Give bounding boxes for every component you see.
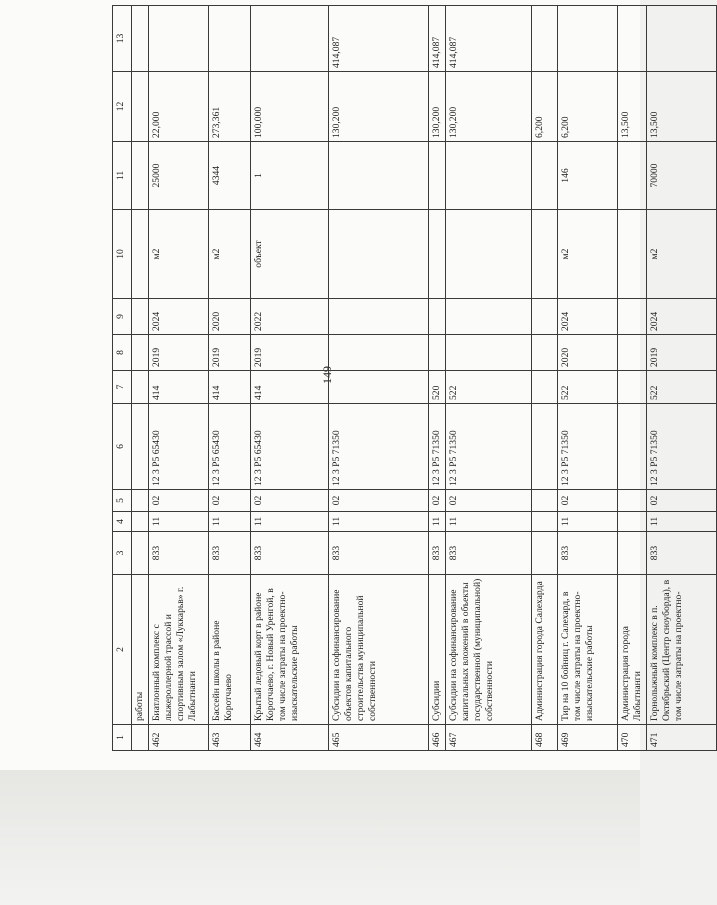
table-cell-c10 (446, 210, 532, 299)
table-cell-c11 (532, 142, 558, 210)
table-cell-c8: 2020 (558, 335, 618, 371)
table-cell-c10 (618, 210, 647, 299)
table-cell-c1: 470 (618, 725, 647, 751)
table-cell-c11: 70000 (647, 142, 717, 210)
table-cell-c4: 11 (209, 512, 251, 532)
table-cell-c9 (532, 299, 558, 335)
table-cell-c4: 11 (251, 512, 329, 532)
table-cell-c10: объект (251, 210, 329, 299)
table-cell-c6: 12 3 P5 65430 (149, 404, 209, 490)
table-cell-c13 (618, 6, 647, 72)
table-cell-c1: 463 (209, 725, 251, 751)
table-cell-c2: работы (132, 575, 149, 725)
table-cell-c3: 833 (446, 532, 532, 575)
table-cell-c5: 02 (446, 490, 532, 512)
table-cell-c8 (532, 335, 558, 371)
header-cell: 5 (113, 490, 132, 512)
header-row (113, 6, 132, 751)
table-cell-c13 (558, 6, 618, 72)
table-cell-c4: 11 (558, 512, 618, 532)
table-cell-c3: 833 (209, 532, 251, 575)
table-row (251, 6, 329, 751)
table-cell-c12: 130,200 (329, 72, 429, 142)
table-cell-c8: 2019 (149, 335, 209, 371)
header-cell: 12 (113, 72, 132, 142)
table-cell-c6: 12 3 P5 71350 (647, 404, 717, 490)
table-cell-c5: 02 (149, 490, 209, 512)
table-cell-c6: 12 3 P5 65430 (251, 404, 329, 490)
table-cell-c6 (132, 404, 149, 490)
table-cell-c12: 13,500 (647, 72, 717, 142)
table-cell-c9: 2022 (251, 299, 329, 335)
table-cell-c7 (618, 371, 647, 404)
table-cell-c12: 130,200 (446, 72, 532, 142)
table-cell-c11 (132, 142, 149, 210)
table-cell-c9: 2024 (647, 299, 717, 335)
table-cell-c7: 522 (446, 371, 532, 404)
table-cell-c3: 833 (329, 532, 429, 575)
table-cell-c12: 273,361 (209, 72, 251, 142)
table-cell-c3: 833 (429, 532, 446, 575)
table-cell-c12: 100,000 (251, 72, 329, 142)
table-cell-c12: 6,200 (532, 72, 558, 142)
table-cell-c3 (532, 532, 558, 575)
table-cell-c5: 02 (558, 490, 618, 512)
header-cell: 11 (113, 142, 132, 210)
table-row (149, 6, 209, 751)
table-cell-c6 (532, 404, 558, 490)
table-cell-c9 (132, 299, 149, 335)
header-cell: 3 (113, 532, 132, 575)
table-cell-c10 (532, 210, 558, 299)
table-cell-c1: 468 (532, 725, 558, 751)
table-cell-c13 (532, 6, 558, 72)
table-cell-c8 (446, 335, 532, 371)
table-cell-c7 (532, 371, 558, 404)
table-cell-c1: 466 (429, 725, 446, 751)
table-cell-c1: 464 (251, 725, 329, 751)
table-cell-c4: 11 (647, 512, 717, 532)
table-row (558, 6, 618, 751)
table-cell-c2: Субсидии на софинансирование объектов капитального строительства муниципальной собственности (329, 575, 429, 725)
header-cell: 10 (113, 210, 132, 299)
table-cell-c8: 2019 (251, 335, 329, 371)
header-cell: 8 (113, 335, 132, 371)
table-cell-c12: 13,500 (618, 72, 647, 142)
table-cell-c9 (329, 299, 429, 335)
scan-background (0, 770, 640, 905)
table-cell-c11 (618, 142, 647, 210)
table-cell-c5: 02 (429, 490, 446, 512)
table-cell-c2: Субсидии на софинансирование капитальных вложений в объекты государственной (муниципальной) собственности (446, 575, 532, 725)
table-cell-c6 (618, 404, 647, 490)
table-cell-c5: 02 (209, 490, 251, 512)
table-cell-c11: 4344 (209, 142, 251, 210)
table-cell-c10: м2 (149, 210, 209, 299)
table-cell-c7: 414 (209, 371, 251, 404)
table-cell-c2: Крытый ледовый корт в районе Коротчаево, г. Новый Уренгой, в том числе затраты на проектно-изыскательские работы (251, 575, 329, 725)
header-cell: 7 (113, 371, 132, 404)
table-cell-c9 (446, 299, 532, 335)
table-cell-c8 (329, 335, 429, 371)
table-row (532, 6, 558, 751)
table-cell-c11: 146 (558, 142, 618, 210)
table-cell-c10 (329, 210, 429, 299)
table-cell-c3: 833 (647, 532, 717, 575)
table-cell-c5: 02 (647, 490, 717, 512)
table-cell-c10: м2 (209, 210, 251, 299)
table-cell-c10 (132, 210, 149, 299)
table-cell-c7 (132, 371, 149, 404)
table-cell-c2: Субсидии (429, 575, 446, 725)
table-cell-c13 (149, 6, 209, 72)
table-cell-c7: 522 (647, 371, 717, 404)
table-cell-c6: 12 3 P5 71350 (429, 404, 446, 490)
header-cell: 9 (113, 299, 132, 335)
table-cell-c4: 11 (446, 512, 532, 532)
table-cell-c11 (329, 142, 429, 210)
table-cell-c4: 11 (429, 512, 446, 532)
table-cell-c11 (429, 142, 446, 210)
table-row (329, 6, 429, 751)
table-cell-c6: 12 3 P5 71350 (446, 404, 532, 490)
table-cell-c1: 467 (446, 725, 532, 751)
budget-table (112, 5, 717, 751)
header-cell: 2 (113, 575, 132, 725)
table-cell-c10 (429, 210, 446, 299)
table-cell-c1: 471 (647, 725, 717, 751)
table-cell-c7: 520 (429, 371, 446, 404)
table-cell-c6: 12 3 P5 65430 (209, 404, 251, 490)
table-cell-c8 (618, 335, 647, 371)
table-cell-c4 (532, 512, 558, 532)
table-cell-c9 (429, 299, 446, 335)
table-cell-c5: 02 (251, 490, 329, 512)
table-cell-c5 (132, 490, 149, 512)
table-cell-c6: 12 3 P5 71350 (329, 404, 429, 490)
table-cell-c3 (618, 532, 647, 575)
table-cell-c11 (446, 142, 532, 210)
header-cell: 13 (113, 6, 132, 72)
table-cell-c12 (132, 72, 149, 142)
table-cell-c1: 469 (558, 725, 618, 751)
table-cell-c3: 833 (251, 532, 329, 575)
table-cell-c1 (132, 725, 149, 751)
table-row (647, 6, 717, 751)
table-cell-c3: 833 (149, 532, 209, 575)
table-cell-c13 (251, 6, 329, 72)
table-row (446, 6, 532, 751)
table-cell-c8: 2019 (647, 335, 717, 371)
table-cell-c9: 2020 (209, 299, 251, 335)
table-cell-c8 (429, 335, 446, 371)
table-cell-c4: 11 (149, 512, 209, 532)
table-cell-c11: 25000 (149, 142, 209, 210)
table-cell-c11: 1 (251, 142, 329, 210)
table-cell-c3: 833 (558, 532, 618, 575)
table-cell-c7: 522 (558, 371, 618, 404)
table-cell-c7 (329, 371, 429, 404)
table-cell-c3 (132, 532, 149, 575)
table-cell-c12: 22,000 (149, 72, 209, 142)
table-row (429, 6, 446, 751)
table-cell-c13 (132, 6, 149, 72)
table-cell-c1: 462 (149, 725, 209, 751)
table-cell-c13: 414,087 (429, 6, 446, 72)
page-number: 149 (320, 366, 334, 384)
table-cell-c2: Биатлонный комплекс с лыжероллерной трассой и спортивным залом «Луккарьв» г. Лабытнанги (149, 575, 209, 725)
table-cell-c13 (209, 6, 251, 72)
table-row (132, 6, 149, 751)
table-cell-c4 (618, 512, 647, 532)
table-row (209, 6, 251, 751)
table-cell-c10: м2 (558, 210, 618, 299)
table-cell-c12: 6,200 (558, 72, 618, 142)
table-cell-c4 (132, 512, 149, 532)
table-cell-c8 (132, 335, 149, 371)
header-cell: 6 (113, 404, 132, 490)
table-cell-c9: 2024 (558, 299, 618, 335)
header-cell: 4 (113, 512, 132, 532)
table-cell-c4: 11 (329, 512, 429, 532)
table-cell-c2: Администрация города Лабытнанги (618, 575, 647, 725)
header-cell: 1 (113, 725, 132, 751)
table-cell-c2: Администрация города Салехарда (532, 575, 558, 725)
table-cell-c5 (532, 490, 558, 512)
table-cell-c7: 414 (149, 371, 209, 404)
table-cell-c5: 02 (329, 490, 429, 512)
table-row (618, 6, 647, 751)
table-cell-c10: м2 (647, 210, 717, 299)
table-cell-c2: Горнолыжный комплекс в п. Октябрьский (Центр сноуборда), в том числе затраты на проектно- (647, 575, 717, 725)
table-cell-c1: 465 (329, 725, 429, 751)
table-cell-c9: 2024 (149, 299, 209, 335)
table-cell-c12: 130,200 (429, 72, 446, 142)
table-cell-c13: 414,087 (446, 6, 532, 72)
table-cell-c2: Бассейн школы в районе Коротчаево (209, 575, 251, 725)
table-cell-c6: 12 3 P5 71350 (558, 404, 618, 490)
table-cell-c2: Тир на 10 бойниц г. Салехард, в том числе затраты на проектно-изыскательские работы (558, 575, 618, 725)
table-cell-c7: 414 (251, 371, 329, 404)
table-cell-c5 (618, 490, 647, 512)
table-cell-c9 (618, 299, 647, 335)
table-cell-c13 (647, 6, 717, 72)
table-cell-c13: 414,087 (329, 6, 429, 72)
budget-table-container (112, 6, 684, 751)
table-cell-c8: 2019 (209, 335, 251, 371)
